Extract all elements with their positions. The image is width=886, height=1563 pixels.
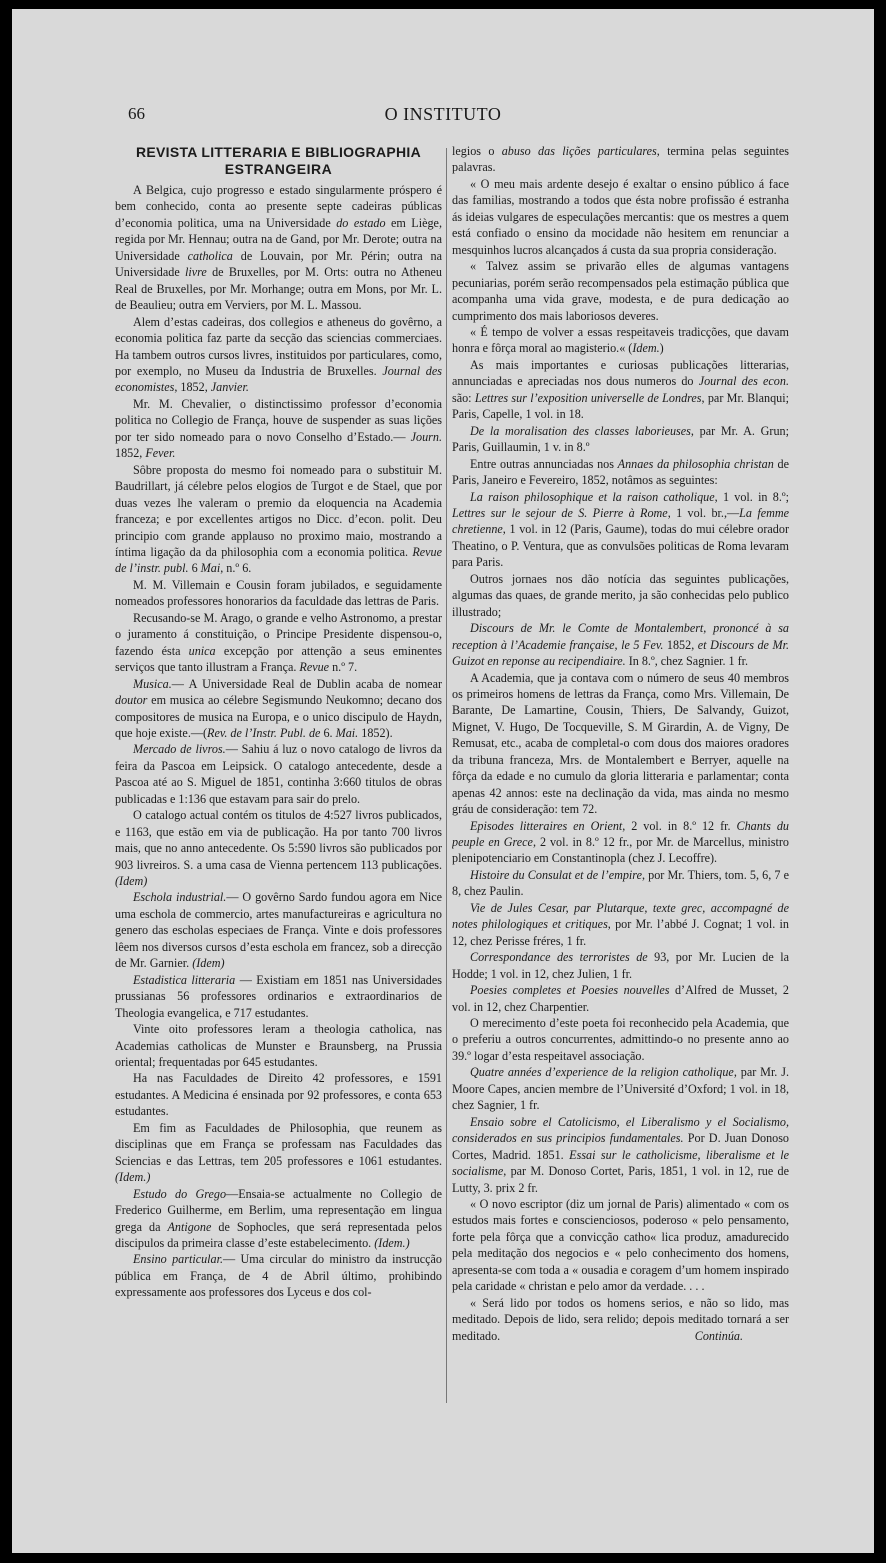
entry-consulat: Histoire du Consulat et de l’empire, por Mr. Thiers, tom. 5, 6, 7 e 8, chez Paulin. <box>452 867 789 899</box>
quote-sera-lido: « Será lido por todos os homens serios, e não so lido, mas meditado. Depois de lido, sera relido; depois meditado tornará a ser meditado. Continúa. <box>452 1295 789 1343</box>
right-column <box>452 143 789 1405</box>
paragraph-belgica: A Belgica, cujo progresso e estado singularmente próspero é bem conhecido, conta ao presente septe cadeiras públicas d’economia politica, uma na Universidade do estado em Liège, regida por Mr. Hennau; outra na de Gand, por Mr. Derote; outra na Universidade catholica de Louvain, por Mr. Périn; outra na Universidade livre de Bruxelles, por M. Orts: outra no Atheneu Real de Bruxelles, por Mr. Morhange; outra em Mons, por Mr. L. de Beaulieu; outra em Verviers, por M. L. Massou. <box>115 183 442 313</box>
quote-novo-escriptor: « O novo escriptor (diz um jornal de Paris) alimentado « com os estudos mais fortes e conscienciosos, poderoso « pelo pensamento, forte pela fôrça que a convicção catho« lica produz, amadurecido pela meditação dos negocios e « pelo conhecimento dos homens, apresenta-se com toda a « ousadia e coragem d’um homem inspirado pela caridade « christan e pelo amor da verdade. . . . <box>452 1197 789 1294</box>
continua-label: Continúa. <box>694 1328 743 1343</box>
paragraph-cadeiras: Alem d’estas cadeiras, dos collegios e atheneus do govêrno, a economia politica faz parte da secção das sciencias commerciaes. Ha tambem outros cursos livres, instituidos por particulares, como, por exemplo, no Museu da Industria de Bruxelles. Journal des economistes, 1852, Janvier. <box>115 314 442 395</box>
article-subtitle: ESTRANGEIRA <box>224 161 333 177</box>
entry-episodes: Episodes litteraires en Orient, 2 vol. in 8.º 12 fr. Chants du peuple en Grece, 2 vol. in 8.º 12 fr., por Mr. de Marcellus, ministro plenipotenciario em Constantinopla (chez J. Lecoffre). <box>452 818 789 866</box>
paragraph-direito: Ha nas Faculdades de Direito 42 professores, e 1591 estudantes. A Medicina é ensinada por 92 professores, e conta 653 estudantes. <box>115 1071 442 1119</box>
paragraph-philosophia: Em fim as Faculdades de Philosophia, que reunem as disciplinas que em França se professam nas Faculdades das Sciencias e das Lettras, tem 205 professores e 1061 estudantes. (Idem.) <box>115 1120 442 1185</box>
journal-title: O INSTITUTO <box>384 104 502 124</box>
paragraph-legios: legios o abuso das lições particulares, termina pelas seguintes palavras. <box>452 144 789 175</box>
entry-quatre-annees: Quatre années d’experience de la religion catholique, par Mr. J. Moore Capes, ancien membre de l’Université d’Oxford; 1 vol. in 18, chez Sagnier, 1 fr. <box>452 1065 789 1113</box>
paragraph-baudrillart: Sôbre proposta do mesmo foi nomeado para o substituir M. Baudrillart, já célebre pelos elogios de Turgot e de Stael, que por duas vezes lhe valeram o premio da eloquencia na Academia franceza; e por excellentes artigos no Dicc. d’econ. polit. Deu principio com grande applauso no proximo maio, mostrando a íntima ligação da da philosophia com a economia politica. Revue de l’instr. publ. 6 Mai, n.º 6. <box>115 462 442 576</box>
left-column <box>115 143 442 1405</box>
paragraph-mercado-livros: Mercado de livros.— Sahiu á luz o novo catalogo de livros da feira da Pascoa em Leipsick. O catalogo antecedente, desde a Pascoa até ao S. Miguel de 1851, continha 3:660 titulos de obras publicadas e 1:136 que estavam para sair do prelo. <box>115 742 442 806</box>
paragraph-chevalier: Mr. M. Chevalier, o distinctissimo professor d’economia politica no Collegio de França, houve de suspender as suas lições por ter sido nomeado para o novo Conselho d’Estado.— Journ. 1852, Fever. <box>115 396 442 461</box>
quote-tempo: « É tempo de volver a essas respeitaveis tradicções, que davam honra e fôrça moral ao magisterio.« (Idem.) <box>452 324 789 356</box>
paragraph-ensino-particular: Ensino particular.— Uma circular do ministro da instrucção pública em França, de 4 de Abril último, prohibindo expressamente aos professores dos Lyceus e dos col- <box>115 1252 442 1300</box>
entry-montalembert: Discours de Mr. le Comte de Montalembert, prononcé à sa reception à l’Academie française, le 5 Fev. 1852, et Discours de Mr. Guizot en reponse au recipendiaire. In 8.º, chez Sagnier. 1 fr. <box>452 621 789 669</box>
paragraph-eschola-industrial: Eschola industrial.— O govêrno Sardo fundou agora em Nice uma eschola de commercio, artes manufactureiras e agricultura no genero das escholas especiaes de França. Vinte e dois professores lêem nos diversos cursos d’esta eschola em francez, sob a direcção de Mr. Garnier. (Idem) <box>115 890 442 971</box>
paragraph-theologia: Vinte oito professores leram a theologia catholica, nas Academias catholicas de Munster e Braunsberg, na Prussia oriental; frequentadas por 645 estudantes. <box>115 1022 442 1070</box>
paragraph-grego: Estudo do Grego—Ensaia-se actualmente no Collegio de Frederico Guilherme, em Berlim, uma representação em lingua grega da Antigone de Sophocles, que será representada pelos discipulos da primeira classe d’este estabelecimento. (Idem.) <box>115 1186 442 1250</box>
column-divider <box>446 148 447 1403</box>
entry-ventura: La raison philosophique et la raison catholique, 1 vol. in 8.º; Lettres sur le sejour de S. Pierre à Rome, 1 vol. br.,—La femme chretienne, 1 vol. in 12 (Paris, Gaume), todas do mui célebre orador Theatino, o P. Ventura, que as convulsões politicas de Roma levaram para Paris. <box>452 489 789 570</box>
entry-terroristes: Correspondance des terroristes de 93, por Mr. Lucien de la Hodde; 1 vol. in 12, chez Julien, 1 fr. <box>452 950 789 981</box>
paragraph-publicacoes: As mais importantes e curiosas publicações litterarias, annunciadas e apreciadas nos dous numeros do Journal des econ. são: Lettres sur l’exposition universelle de Londres, par Mr. Blanqui; Paris, Capelle, 1 vol. in 18. <box>452 357 789 422</box>
quote-talvez: « Talvez assim se privarão elles de algumas vantagens pecuniarias, porém serão recompensados pela estimação pública que acompanha uma vida grave, modesta, e de pura dedicação ao cumprimento dos mais laboriosos deveres. <box>452 259 789 323</box>
entry-donoso-cortes: Ensaio sobre el Catolicismo, el Liberalismo y el Socialismo, considerados en sus principios fundamentales. Por D. Juan Donoso Cortes, Madrid. 1851. Essai sur le catholicisme, liberalisme et le socialisme, par M. Donoso Cortet, Paris, 1851, 1 vol. in 12, rue de Lutty, 3. prix 2 fr. <box>452 1114 789 1195</box>
page-header <box>0 104 886 132</box>
paragraph-merecimento: O merecimento d’este poeta foi reconhecido pela Academia, que o preferiu a outros concurrentes, admittindo-o no presente anno ao 39.º logar d’esta respeitavel associação. <box>452 1016 789 1063</box>
paragraph-villemain: M. M. Villemain e Cousin foram jubilados, e seguidamente nomeados professores honorarios da faculdade das lettras de Paris. <box>115 577 442 609</box>
paragraph-arago: Recusando-se M. Arago, o grande e velho Astronomo, a prestar o juramento á constituição, o Principe Presidente dispensou-o, fazendo ésta unica excepção por attenção a seus eminentes serviços que tanto illustram a França. Revue n.º 7. <box>115 610 442 675</box>
article-title: REVISTA LITTERARIA E BIBLIOGRAPHIA <box>135 144 422 160</box>
entry-musset: Poesies completes et Poesies nouvelles d’Alfred de Musset, 2 vol. in 12, chez Charpentier. <box>452 983 789 1014</box>
entry-jules-cesar: Vie de Jules Cesar, par Plutarque, texte grec, accompagné de notes philologiques et critiques, por Mr. l’abbé J. Cognat; 1 vol. in 12, chez Perisse fréres, 1 fr. <box>452 900 789 948</box>
paragraph-academia: A Academia, que ja contava com o número de seus 40 membros os primeiros homens de lettras da França, como Mrs. Villemain, De Barante, De Lamartine, Cousin, Thiers, De Salvandy, Guizot, Mignet, V. Hugo, De Tocqueville, S. M Girardin, A. de Vigny, De Remusat, etc., acaba de completal-o com dous dos maiores oradores da tribuna franceza, Mrs. de Montalembert e Berryer, aquelle na fôrça da edade e no cumulo da gloria litteraria e parlamentar; conta apenas 42 annos: este na declinação da vida, mas ainda no mesmo gráu de consideração: tem 72. <box>452 670 789 817</box>
paragraph-estadistica: Estadistica litteraria — Existiam em 1851 nas Universidades prussianas 56 professores ordinarios e extraordinarios de Theologia evangelica, e 717 estudantes. <box>115 972 442 1020</box>
quote-ardente-desejo: « O meu mais ardente desejo é exaltar o ensino público á face das familias, mostrando a todos que ésta nobre profissão é estranha ás ideias vulgares de especulações mercantis: que os mestres a quem está confiado o ensino da mocidade não hesitem em renunciar a mesquinhos lucros alcançados á custa da sua propria consideração. <box>452 176 789 257</box>
paragraph-annaes: Entre outras annunciadas nos Annaes da philosophia christan de Paris, Janeiro e Fevereiro, 1852, notâmos as seguintes: <box>452 456 789 488</box>
page-number: 66 <box>128 104 145 123</box>
paragraph-outros-jornaes: Outros jornaes nos dão notícia das seguintes publicações, algumas das quaes, de grande merito, ja são conhecidas pelo publico illustrado; <box>452 571 789 619</box>
paragraph-catalogo: O catalogo actual contém os titulos de 4:527 livros publicados, e 1163, que estão em via de publicação. Ha por tanto 700 livros mais, que no anno antecedente. Os 5:590 livros são publicados por 903 livreiros. S. a uma casa de Vienna pertencem 113 publicações. (Idem) <box>115 808 442 889</box>
paragraph-musica: Musica.— A Universidade Real de Dublin acaba de nomear doutor em musica ao célebre Segismundo Neukomno; decano dos compositores de musica na Europa, e o unico discipulo de Haydn, que hoje existe.—(Rev. de l’Instr. Publ. de 6. Mai. 1852). <box>115 676 442 740</box>
entry-moralisation: De la moralisation des classes laborieuses, par Mr. A. Grun; Paris, Guillaumin, 1 v. in 8.º <box>452 423 789 455</box>
